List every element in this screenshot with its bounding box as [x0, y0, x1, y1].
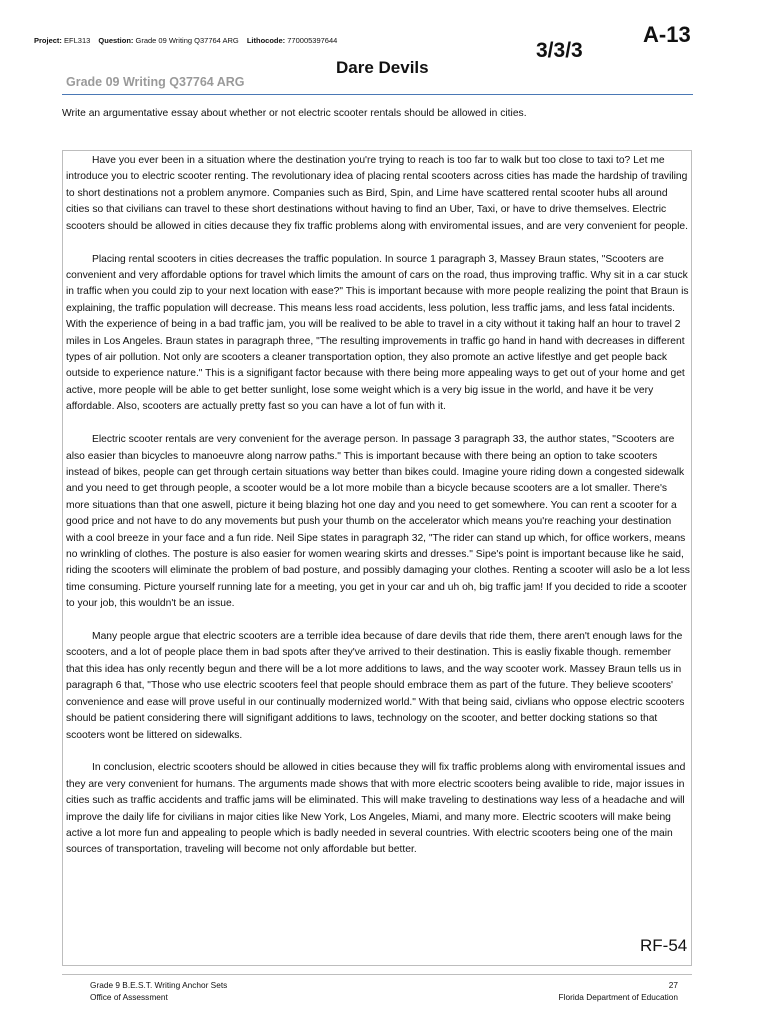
essay-paragraph-2: Placing rental scooters in cities decreases the traffic population. In source 1 paragraph 3, Massey Braun states, "Scooters are convenient and very affordable options for travel which limits the amount of cars on the road, thus improving traffic. Why sit in a car stuck in traffic when you could zip to your next location with ease?" This is important because with more people realizing the point that Braun is explaining, the traffic population will decrease. This means less road accidents, less polution, less traffic jams, and less fatal incidents. With the experience of being in a bad traffic jam, you will be realived to be able to travel in a city without it taking half an hour to travel 2 miles in Los Angeles. Braun states in paragraph three, "The resulting improvements in traffic go hand in hand with decreases in different types of air pollution. Not only are scooters a cleaner transportation option, they also promote an active lifestlye and get people back outside to experience nature." This is a signifigant factor because with there being more appealing ways to get out of your home and get active, more people will be able to get better sunlight, lose some weight which is a very big issue in the world, and have it be very affordable. Also, scooters are actually pretty fast so you can have a lot of fun with it. — [66, 253, 689, 413]
question-value: Grade 09 Writing Q37764 ARG — [135, 36, 239, 45]
essay-title: Dare Devils — [336, 58, 429, 77]
project-value: EFL313 — [64, 36, 91, 45]
lithocode-label: Lithocode: — [246, 36, 286, 45]
lithocode-value: 770005397644 — [287, 36, 338, 45]
metadata-line — [34, 36, 343, 45]
page-number: 27 — [668, 980, 678, 990]
anchor-code: RF-54 — [640, 936, 688, 955]
essay-paragraph-1: Have you ever been in a situation where the destination you're trying to reach is too far to walk but too close to taxi to? Let me introduce you to electric scooter renting. The revolutionary idea of placing rental scooters across cities has made the hardship of traviling to short destinations not a problem anymore. Companies such as Bird, Spin, and Lime have scattered rental scooter hubs all around cities so that civilians can travel to these short destinations without having to find an Uber, Taxi, or have to drive themselves. Electric scooters should be allowed in cities decause they fix traffic problems along with enviromental issues, and are very convenient for people. — [66, 155, 688, 232]
project-label: Project: — [34, 36, 62, 45]
section-label: Grade 09 Writing Q37764 ARG — [66, 75, 245, 89]
essay-body — [66, 153, 690, 875]
score: 3/3/3 — [536, 39, 583, 62]
prompt-text: Write an argumentative essay about whether or not electric scooter rentals should be allowed in cities. — [62, 108, 527, 119]
footer-right — [559, 979, 678, 1003]
footer-department: Florida Department of Education — [558, 992, 678, 1002]
essay-paragraph-5: In conclusion, electric scooters should be allowed in cities because they will fix traffic problems along with enviromental issues and they are very convenient for humans. The arguments made shows that with more electric scooters being avalible to ride, major issues in cities such as traffic accidents and traffic jams will be eliminated. This will make traveling to destinations way less of a headache and will improve the daily life for civilians in major cities like New York, Los Angeles, Miami, and many more. Electric scooters will make being active a lot more fun and appealing to people which is badly needed in several countries. With electric scooters being one of the main sources of transportation, traveling will become not only affordable but better. — [66, 762, 686, 856]
footer — [90, 979, 678, 1003]
essay-paragraph-4: Many people argue that electric scooters are a terrible idea because of dare devils that ride them, there aren't enough laws for the scooters, and a lot of people place them in bad spots after they've arrived to their destination. This is easliy fixable though. remember that this idea has only recently begun and there will be a lot more additions to laws, and the way scooter work. Massey Braun tells us in paragraph 6 that, "Those who use electric scooters feel that people should embrace them as part of the future. They believe scooters' convenience and ease will prove useful in our continually modernized world." With that being said, civlians who oppose electric scooters should be patient considering there will signifigant additions to laws, technology on the scooter, and better docking stations so that scooters wont be littered on sidewalks. — [66, 631, 685, 741]
anchor-id: A-13 — [643, 22, 691, 47]
footer-publication: Grade 9 B.E.S.T. Writing Anchor Sets — [90, 980, 228, 990]
question-label: Question: — [98, 36, 134, 45]
footer-divider — [62, 974, 692, 975]
header-divider — [62, 94, 693, 95]
essay-paragraph-3: Electric scooter rentals are very convenient for the average person. In passage 3 paragraph 33, the author states, "Scooters are also easier than bicycles to manoeuvre along narrow paths." This is important because with there being an option to take scooters instead of bikes, people can get through certain situations way better than bikes could. Imagine youre riding down a congested sidewalk and you need to get through people, a scooter would be a lot more mobile than a bicycle because scooters are a lot smaller. There's more situations than that one aswell, picture it being blazing hot one day and you need to get somewhere. You can rent a scooter for a good price and not have to do any movements but push your thumb on the accelerator which means you're reaching your destination with a cool breeze in your face and a fun ride. Neil Sipe states in paragraph 32, "The rider can stand up which, for office workers, means no wrinkling of clothes. The posture is also easier for women wearing skirts and dresses." Sipe's point is important because like he said, riding the scooters will eliminate the problem of bad posture, and possibly damaging your clothes. Renting a scooter will aslo be a lot less time consuming. Picture yourself running late for a meeting, you get in your car and uh oh, big traffic jam! If you decided to ride a scooter to your job, this wouldn't be an issue. — [66, 434, 690, 610]
footer-office: Office of Assessment — [90, 992, 168, 1002]
